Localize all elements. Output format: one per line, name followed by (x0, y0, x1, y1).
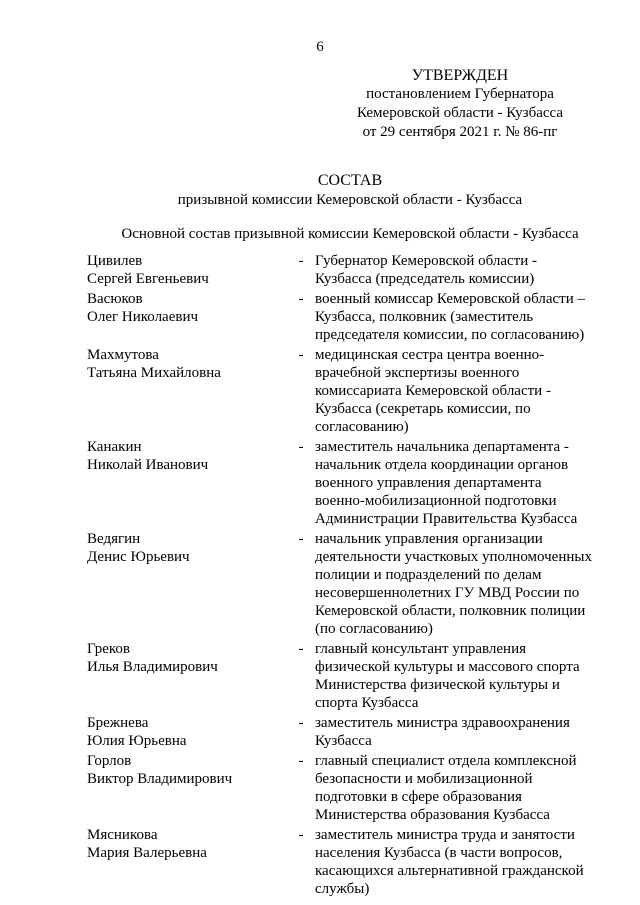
member-name (87, 714, 287, 750)
member-role (315, 826, 587, 898)
member-role-line: начальник управления организации (315, 531, 543, 547)
member-role-line: несовершеннолетних ГУ МВД России по (315, 585, 580, 601)
member-role-line: касающихся альтернативной гражданской (315, 863, 584, 879)
member-name-line: Николай Иванович (87, 457, 209, 473)
member-name-line: Махмутова (87, 347, 159, 363)
document-title-block (0, 171, 640, 210)
member-role-line: подготовки в сфере образования (315, 789, 522, 805)
member-name-line: Брежнева (87, 715, 149, 731)
approval-line: постановлением Губернатора (366, 86, 554, 102)
member-role-line: службы) (315, 881, 370, 897)
member-name-line: Греков (87, 641, 130, 657)
member-role-line: Министерства образования Кузбасса (315, 807, 550, 823)
member-role-line: главный консультант управления (315, 641, 527, 657)
member-role-line: деятельности участковых уполномоченных (315, 549, 592, 565)
member-role (315, 640, 587, 712)
document-subtitle: призывной комиссии Кемеровской области - Кузбасса (177, 192, 523, 208)
member-role (315, 752, 587, 824)
member-role-line: спорта Кузбасса (315, 695, 419, 711)
member-row (87, 826, 587, 898)
member-role (315, 346, 587, 436)
member-name (87, 252, 287, 288)
member-dash: - (298, 531, 304, 547)
member-name-line: Васюков (87, 291, 143, 307)
member-role-line: начальник отдела координации органов (315, 457, 569, 473)
member-role-line: Кузбасса (секретарь комиссии, по (315, 401, 531, 417)
member-role (315, 290, 587, 344)
member-name (87, 530, 287, 566)
member-dash: - (298, 291, 304, 307)
member-role-line: физической культуры и массового спорта (315, 659, 580, 675)
members-list (87, 252, 592, 900)
member-dash: - (298, 715, 304, 731)
member-name-line: Илья Владимирович (87, 659, 218, 675)
member-name-line: Ведягин (87, 531, 141, 547)
member-dash: - (298, 641, 304, 657)
member-name-line: Горлов (87, 753, 132, 769)
member-name (87, 346, 287, 382)
member-role-line: медицинская сестра центра военно- (315, 347, 545, 363)
member-role-line: Губернатор Кемеровской области - (315, 253, 537, 269)
member-dash: - (298, 827, 304, 843)
member-row (87, 290, 587, 344)
member-role-line: заместитель министра здравоохранения (315, 715, 570, 731)
member-role-line: председателя комиссии, по согласованию) (315, 327, 585, 343)
member-name-line: Мария Валерьевна (87, 845, 207, 861)
member-name-line: Виктор Владимирович (87, 771, 233, 787)
member-row (87, 252, 587, 288)
member-row (87, 346, 587, 436)
member-role-line: Кузбасса (председатель комиссии) (315, 271, 535, 287)
member-name (87, 640, 287, 676)
member-name-line: Денис Юрьевич (87, 549, 190, 565)
member-dash: - (298, 439, 304, 455)
member-name-line: Олег Николаевич (87, 309, 199, 325)
member-role-line: военного управления департамента (315, 475, 542, 491)
approval-block (330, 66, 590, 142)
approval-line: от 29 сентября 2021 г. № 86-пг (362, 124, 558, 140)
member-name (87, 438, 287, 474)
member-role-line: Кузбасса (315, 733, 372, 749)
member-name-line: Мясникова (87, 827, 158, 843)
member-role-line: Администрации Правительства Кузбасса (315, 511, 578, 527)
approval-heading: УТВЕРЖДЕН (411, 67, 509, 84)
page-number: 6 (316, 39, 324, 55)
member-row (87, 530, 592, 638)
member-dash: - (298, 753, 304, 769)
member-role-line: военный комиссар Кемеровской области – (315, 291, 585, 307)
document-title: СОСТАВ (317, 172, 383, 189)
member-name (87, 826, 287, 862)
member-row (87, 714, 587, 750)
member-name-line: Татьяна Михайловна (87, 365, 221, 381)
member-name (87, 290, 287, 326)
member-role-line: согласованию) (315, 419, 409, 435)
member-role-line: Кузбасса, полковник (заместитель (315, 309, 534, 325)
member-row (87, 752, 587, 824)
member-row (87, 438, 587, 528)
member-name-line: Сергей Евгеньевич (87, 271, 209, 287)
member-name-line: Цивилев (87, 253, 143, 269)
member-role-line: (по согласованию) (315, 621, 433, 637)
member-role (315, 438, 587, 528)
member-role-line: заместитель начальника департамента - (315, 439, 569, 455)
member-role (315, 530, 592, 638)
member-name (87, 752, 287, 788)
member-name-line: Юлия Юрьевна (87, 733, 187, 749)
member-role (315, 252, 587, 288)
member-row (87, 640, 587, 712)
member-role-line: военно-мобилизационной подготовки (315, 493, 557, 509)
member-role-line: безопасности и мобилизационной (315, 771, 533, 787)
member-role-line: главный специалист отдела комплексной (315, 753, 577, 769)
member-role-line: полиции и подразделений по делам (315, 567, 542, 583)
member-role-line: заместитель министра труда и занятости (315, 827, 575, 843)
member-role-line: комиссариата Кемеровской области - (315, 383, 551, 399)
section-title: Основной состав призывной комиссии Кемеровской области - Кузбасса (121, 226, 579, 242)
member-dash: - (298, 253, 304, 269)
member-role-line: врачебной экспертизы военного (315, 365, 520, 381)
member-dash: - (298, 347, 304, 363)
member-name-line: Канакин (87, 439, 142, 455)
member-role-line: Кемеровской области, полковник полиции (315, 603, 586, 619)
member-role-line: Министерства физической культуры и (315, 677, 560, 693)
approval-line: Кемеровской области - Кузбасса (356, 105, 564, 121)
member-role (315, 714, 587, 750)
member-role-line: населения Кузбасса (в части вопросов, (315, 845, 563, 861)
